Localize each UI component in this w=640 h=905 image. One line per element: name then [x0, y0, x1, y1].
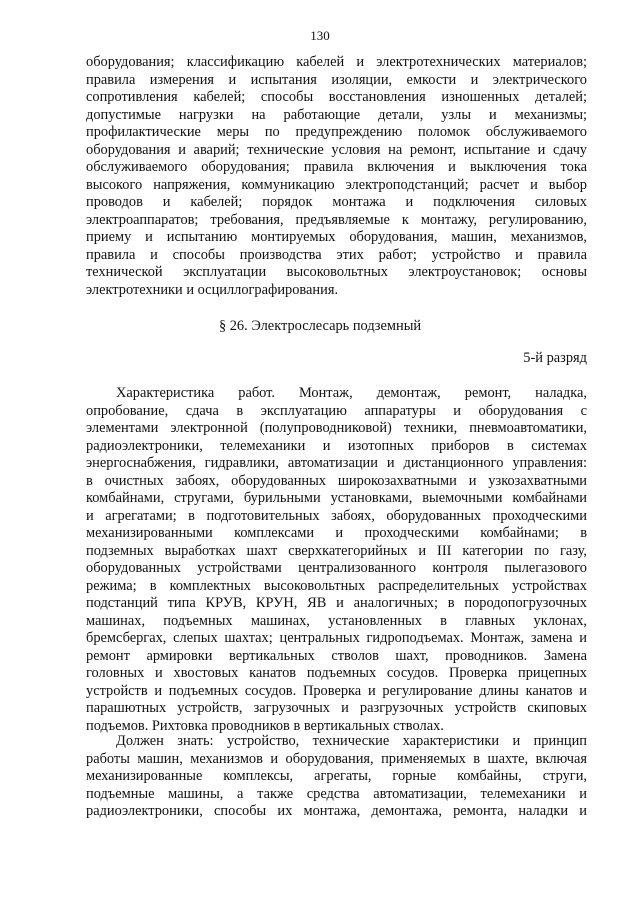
text-line: режима; в комплектных высоковольтных распределительных устройствах [86, 577, 587, 594]
text-line: сопротивления кабелей; способы восстановления изношенных деталей; [86, 89, 587, 105]
text-line: комбайнами, стругами, бурильными установками, выемочными комбайнами [86, 490, 587, 506]
text-line: оборудования и аварий; технические условия на ремонт, испытание и сдачу [86, 141, 587, 158]
intro-paragraph [86, 54, 587, 299]
text-line: и агрегатами; в подготовительных забоях, оборудованных проходческими [86, 507, 587, 524]
text-line: подъемов. Рихтовка проводников в вертикальных стволах. [86, 717, 444, 734]
text-line: головных и хвостовых канатов подъемных сосудов. Проверка прицепных [86, 665, 587, 681]
text-line: энергоснабжения, гидравлики, автоматизации и дистанционного управления: [86, 455, 587, 471]
text-line: Характеристика работ. Монтаж, демонтаж, ремонт, наладка, [116, 385, 587, 401]
text-line: технической эксплуатации высоковольтных электроустановок; основы [86, 264, 587, 280]
text-line: радиоэлектроники, способы их монтажа, демонтажа, ремонта, наладки и [86, 803, 587, 819]
section-heading: § 26. Электрослесарь подземный [218, 318, 422, 334]
text-line: радиоэлектроники, телемеханики и изотопных приборов в системах [86, 437, 587, 454]
text-line: электроаппаратов; требования, предъявляемые к монтажу, регулированию, [86, 211, 587, 228]
text-line: механизированные комплексы, агрегаты, горные комбайны, струги, [86, 768, 587, 784]
work-characteristics-paragraph [86, 385, 587, 735]
text-line: ремонт армировки вертикальных стволов шахт, проводников. Замена [86, 647, 587, 664]
page-number: 130 [310, 28, 330, 43]
text-line: механизированными комплексами и проходческими комбайнами; в [86, 525, 587, 541]
knowledge-paragraph [86, 733, 587, 821]
text-line: элементами электронной (полупроводниковой) техники, пневмоавтоматики, [86, 420, 587, 436]
grade-label: 5-й разряд [523, 350, 587, 366]
text-line: допустимые нагрузки на работающие детали, узлы и механизмы; [86, 106, 587, 123]
text-line: приему и испытанию монтируемых оборудования, машин, механизмов, [86, 229, 587, 245]
text-line: устройств и подъемных сосудов. Проверка и регулирование длины канатов и [86, 682, 587, 699]
text-line: парашютных устройств, загрузочных и разгрузочных устройств скиповых [86, 700, 587, 716]
text-line: электротехники и осциллографирования. [86, 281, 339, 298]
text-line: правила измерения и испытания изоляции, емкости и электрического [86, 71, 587, 88]
text-line: Должен знать: устройство, технические характеристики и принцип [116, 733, 587, 749]
text-line: подстанций типа КРУВ, КРУН, ЯВ и аналогичных; в породопогрузочных [86, 595, 587, 611]
text-line: профилактические меры по предупреждению поломок обслуживаемого [86, 124, 587, 140]
text-line: бремсбергах, слепых шахтах; центральных гидроподъемах. Монтаж, замена и [86, 630, 587, 646]
text-line: проводов и кабелей; порядок монтажа и подключения силовых [86, 194, 587, 210]
text-line: оборудования; классификацию кабелей и электротехнических материалов; [86, 54, 587, 70]
text-line: обслуживаемого оборудования; правила включения и выключения тока [86, 159, 587, 175]
text-line: подземных выработках шахт сверхкатегорийных и III категории по газу, [86, 542, 587, 559]
text-line: машинах, подъемных машинах, установленных в главных уклонах, [86, 612, 587, 629]
text-line: работы машин, механизмов и оборудования, применяемых в шахте, включая [86, 750, 587, 767]
text-line: высокого напряжения, коммуникацию электроподстанций; расчет и выбор [86, 176, 587, 193]
text-line: правила и способы производства этих работ; устройство и правила [86, 246, 587, 263]
text-line: подъемные машины, а также средства автоматизации, телемеханики и [86, 785, 587, 802]
text-line: оборудованных устройствами централизованного контроля пылегазового [86, 560, 587, 576]
text-line: опробование, сдача в эксплуатацию аппаратуры и оборудования с [86, 402, 587, 419]
text-line: в очистных забоях, оборудованных широкозахватными и узкозахватными [86, 472, 587, 489]
